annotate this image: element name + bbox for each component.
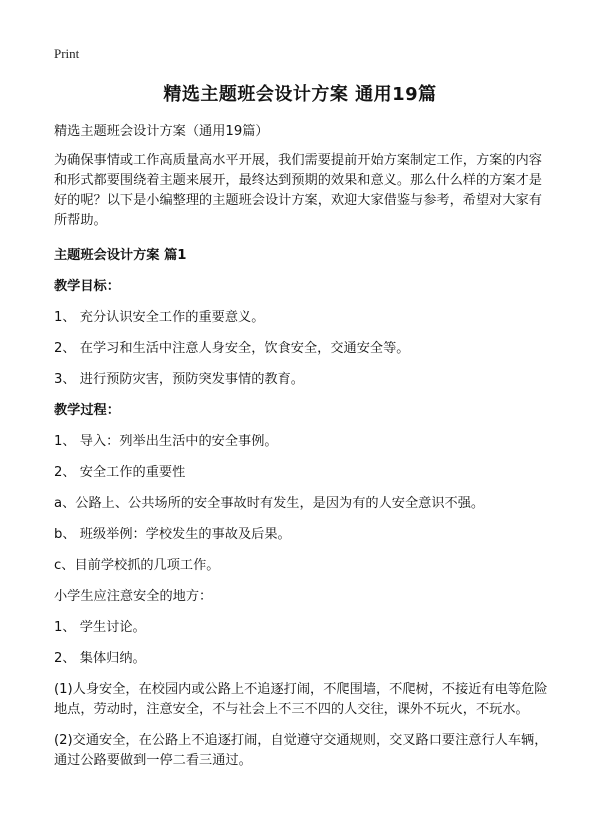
process-item: 1、 学生讨论。 — [54, 620, 146, 635]
process-heading: 教学过程： — [54, 403, 120, 418]
process-item: 2、 安全工作的重要性 — [54, 465, 186, 480]
print-label: Print — [54, 46, 80, 61]
objective-item: 2、 在学习和生活中注意人身安全，饮食安全，交通安全等。 — [54, 341, 410, 356]
personal-safety-paragraph: (1)人身安全，在校园内或公路上不追逐打闹，不爬围墙，不爬树，不接近有电等危险地点，劳动时，注意安全，不与社会上不三不四的人交往，课外不玩火，不玩水。 — [54, 682, 548, 717]
process-item: 2、 集体归纳。 — [54, 651, 146, 666]
process-item: 1、 导入：列举出生活中的安全事例。 — [54, 434, 278, 449]
process-item: b、 班级举例：学校发生的事故及后果。 — [54, 527, 291, 542]
intro-paragraph: 为确保事情或工作高质量高水平开展，我们需要提前开始方案制定工作，方案的内容和形式都要围绕着主题来展开，最终达到预期的效果和意义。那么什么样的方案才是好的呢？以下是小编整理的主题班会设计方案，欢迎大家借鉴与参考，希望对大家有所帮助。 — [54, 153, 542, 228]
process-item: 小学生应注意安全的地方： — [54, 589, 213, 604]
objective-item: 1、 充分认识安全工作的重要意义。 — [54, 310, 265, 325]
process-item: c、目前学校抓的几项工作。 — [54, 558, 220, 573]
objectives-heading: 教学目标： — [54, 279, 120, 294]
traffic-safety-paragraph: (2)交通安全，在公路上不追逐打闹，自觉遵守交通规则，交叉路口要注意行人车辆，通过公路要做到一停二看三通过。 — [54, 733, 548, 768]
document-subtitle: 精选主题班会设计方案（通用19篇） — [54, 124, 269, 139]
objective-item: 3、 进行预防灾害，预防突发事情的教育。 — [54, 372, 304, 387]
document-title: 精选主题班会设计方案 通用19篇 — [163, 84, 437, 105]
section-title: 主题班会设计方案 篇1 — [54, 248, 187, 263]
process-item: a、公路上、公共场所的安全事故时有发生，是因为有的人安全意识不强。 — [54, 496, 485, 511]
document-body — [54, 122, 550, 782]
